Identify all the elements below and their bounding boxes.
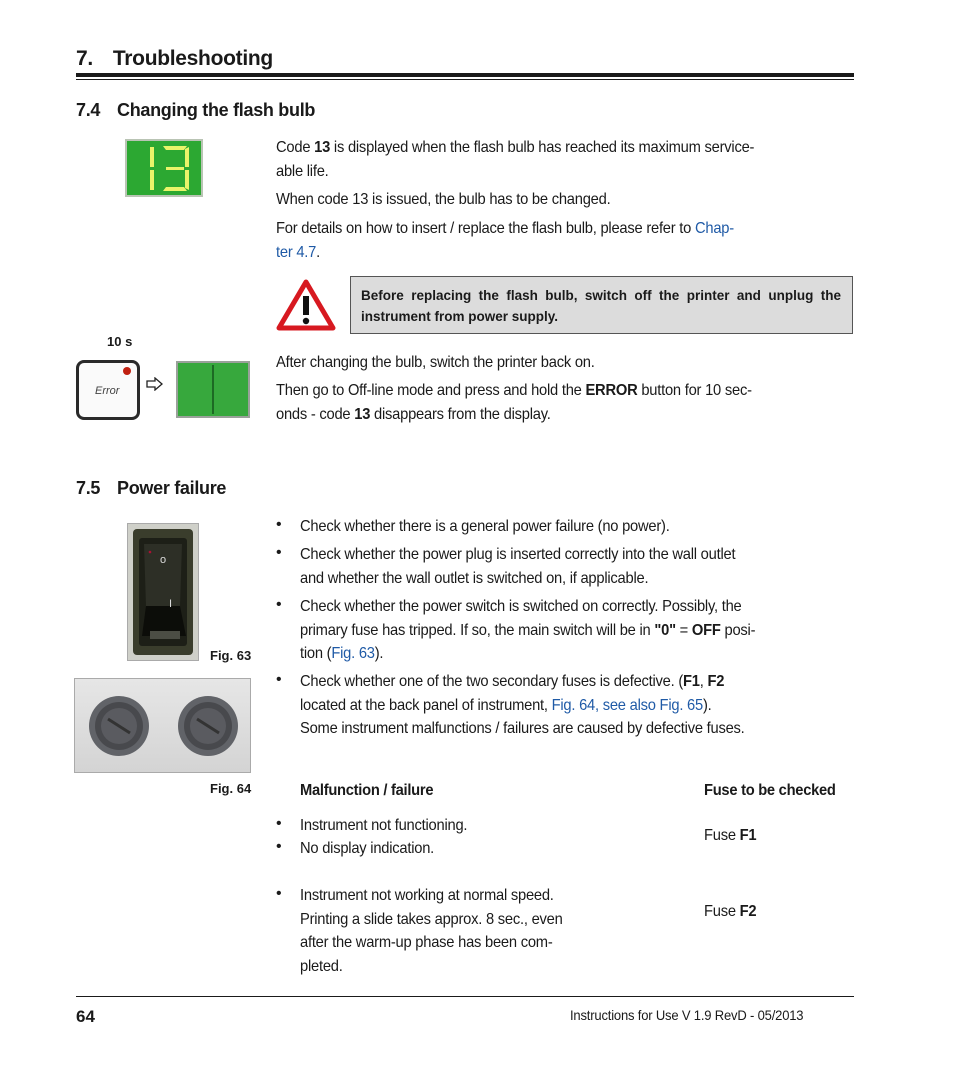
- table-header-malfunction: Malfunction / failure: [300, 782, 434, 799]
- link-chapter-4-7[interactable]: Chap-: [694, 220, 734, 237]
- paragraph-change-bulb: When code 13 is issued, the bulb has to be changed.: [276, 191, 611, 208]
- section-7-5-title: Power failure: [117, 478, 227, 498]
- footer-rule: [76, 996, 854, 997]
- error-button-label: Error: [95, 385, 120, 397]
- chapter-title: [76, 47, 273, 71]
- display-digits: [127, 141, 201, 195]
- section-7-5-number: 7.5: [76, 478, 101, 498]
- section-7-4-number: 7.4: [76, 100, 101, 120]
- fig-64-label: Fig. 64: [210, 781, 252, 796]
- footer-doc-info: Instructions for Use V 1.9 RevD - 05/2013: [570, 1007, 804, 1023]
- display-divider: [212, 365, 214, 414]
- bullet-3-text: Check whether the power switch is switched on correctly. Possibly, the primary fuse has tripped. If so, the main switch will be in "0" = OFF posi- tion (Fig. 63).: [300, 598, 756, 662]
- power-switch-photo: [127, 523, 199, 661]
- link-fig-63[interactable]: Fig. 63: [331, 645, 375, 662]
- link-chapter-4-7-cont[interactable]: ter 4.7: [276, 243, 317, 261]
- row-2-text: Instrument not working at normal speed. Printing a slide takes approx. 8 sec., even after the warm-up phase has been com- pleted.: [300, 887, 563, 975]
- fuses-photo: [74, 678, 251, 773]
- header-rule-thin: [76, 79, 854, 80]
- header-rule: [76, 73, 854, 77]
- row-1-item-2: No display indication.: [300, 840, 435, 857]
- paragraph-code-13: Code 13 is displayed when the flash bulb has reached its maximum service- able life.: [276, 139, 755, 180]
- row-1-item-2-marker: •: [276, 838, 282, 855]
- row-1-item-1-marker: •: [276, 815, 282, 832]
- warning-icon: [276, 279, 336, 331]
- blank-display: [176, 361, 250, 418]
- timer-label: 10 s: [107, 334, 133, 349]
- bullet-2-text: Check whether the power plug is inserted correctly into the wall outlet and whether the wall outlet is switched on, if applicable.: [300, 546, 736, 587]
- warning-text: Before replacing the flash bulb, switch off the printer and unplug the instrument from power supply.: [361, 288, 841, 324]
- bullet-4-text: Check whether one of the two secondary fuses is defective. (F1, F2 located at the back panel of instrument, Fig. 64, see also Fig. 65). Some instrument malfunctions / failures are caused by defective fuses.: [300, 673, 745, 737]
- fig-63-label: Fig. 63: [210, 648, 252, 663]
- bullet-1-text: Check whether there is a general power failure (no power).: [300, 518, 670, 535]
- row-2-fuse: Fuse F2: [704, 903, 757, 920]
- paragraph-offline-mode: Then go to Off-line mode and press and hold the ERROR button for 10 sec- onds - code 13 disappears from the display.: [276, 382, 752, 423]
- warning-box: [350, 276, 853, 334]
- switch-mark-o: o: [160, 554, 167, 566]
- paragraph-details: For details on how to insert / replace the flash bulb, please refer to Chap- ter 4.7.: [276, 220, 734, 261]
- row-2-marker: •: [276, 885, 282, 902]
- bullet-1-marker: •: [276, 516, 282, 533]
- arrow-right-icon: [146, 375, 164, 396]
- chapter-title-text: Troubleshooting: [112, 47, 273, 70]
- table-header-fuse: Fuse to be checked: [704, 782, 836, 799]
- error-led-icon: [123, 367, 131, 375]
- row-1-fuse: Fuse F1: [704, 827, 757, 844]
- bullet-4-marker: •: [276, 671, 282, 688]
- error-button[interactable]: [76, 360, 140, 420]
- seven-segment-display: [125, 139, 203, 197]
- page-number: 64: [76, 1007, 95, 1026]
- paragraph-switch-on: After changing the bulb, switch the printer back on.: [276, 354, 595, 371]
- row-1-item-1: Instrument not functioning.: [300, 817, 468, 834]
- bullet-2-marker: •: [276, 544, 282, 561]
- chapter-number: 7.: [76, 47, 93, 70]
- switch-mark-i: I: [169, 598, 173, 610]
- bullet-3-marker: •: [276, 596, 282, 613]
- link-fig-64-65[interactable]: Fig. 64, see also Fig. 65: [551, 696, 703, 714]
- section-7-4-title: Changing the flash bulb: [117, 100, 316, 120]
